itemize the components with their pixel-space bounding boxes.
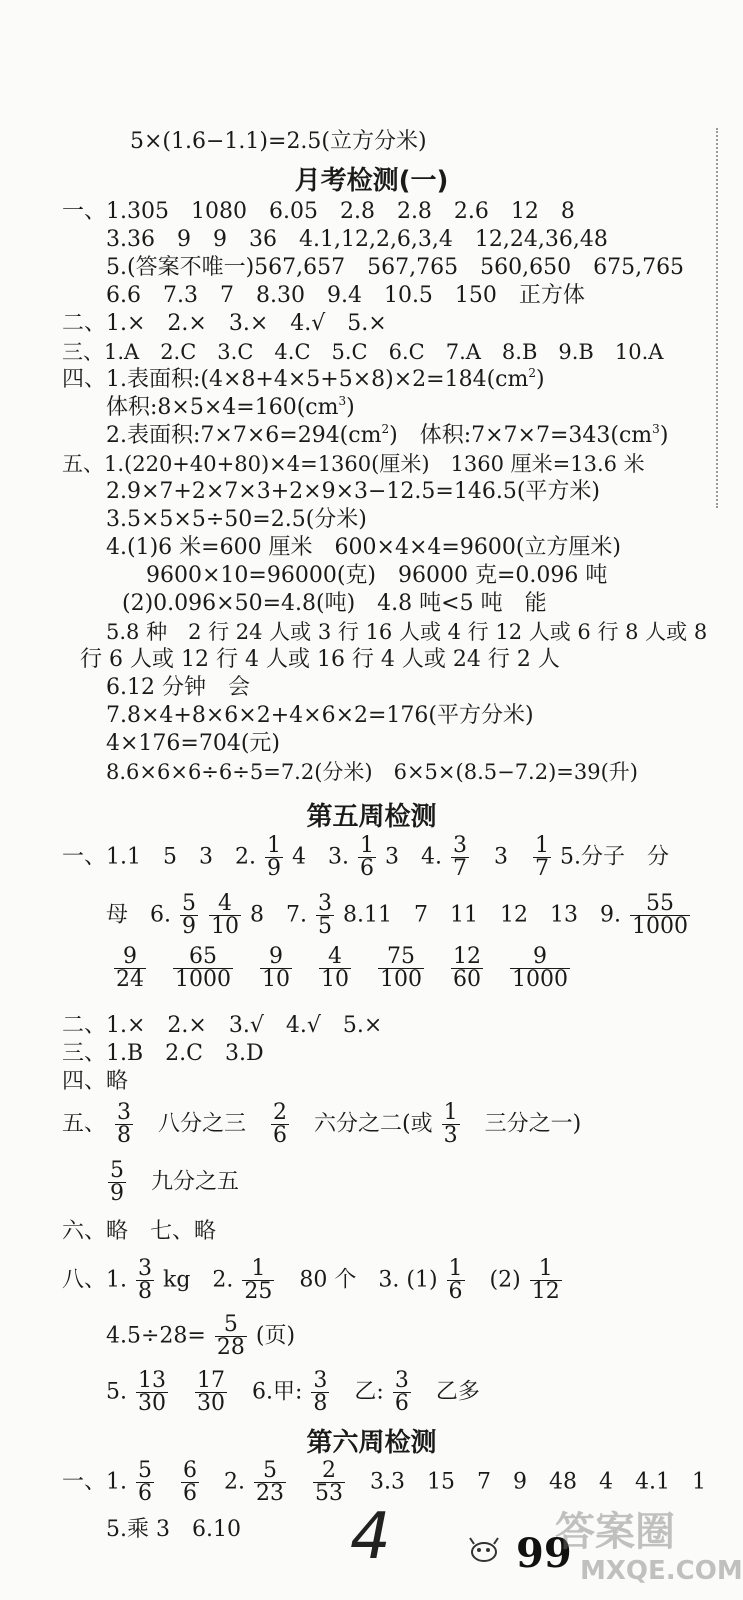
denominator: 10: [262, 967, 290, 992]
fraction: [195, 1370, 227, 1415]
fraction: [108, 1160, 126, 1205]
fraction: [313, 1460, 345, 1505]
answer-text: 2.: [224, 1469, 245, 1495]
fraction: [260, 946, 292, 991]
numerator: 2: [273, 1100, 288, 1125]
answer-text: 8.11 7 11 12 13 9.: [343, 902, 621, 928]
denominator: 6: [359, 856, 374, 881]
answer-line: (2)0.096×50=4.8(吨) 4.8 吨<5 吨 能: [122, 591, 547, 616]
answer-line: 六、略 七、略: [62, 1219, 217, 1244]
formula-text: 2.表面积:7×7×6=294(cm: [106, 423, 382, 448]
denominator: 5: [318, 914, 332, 939]
numerator: 1: [242, 1258, 274, 1281]
superscript: 2: [381, 422, 390, 436]
fraction: [451, 946, 483, 991]
answer-text: (2): [489, 1267, 521, 1293]
numerator: 1: [534, 833, 549, 858]
denominator: 1000: [512, 967, 568, 992]
answer-text: 5.: [106, 1379, 127, 1405]
answer-text: kg 2.: [163, 1267, 234, 1293]
fraction: [136, 1258, 154, 1303]
fraction: [451, 835, 469, 880]
answer-line: 4.(1)6 米=600 厘米 600×4×4=9600(立方厘米): [106, 535, 622, 560]
denominator: 1000: [631, 914, 688, 939]
answer-line: 7.8×4+8×6×2+4×6×2=176(平方分米): [106, 703, 534, 728]
numerator: 1: [448, 1256, 463, 1281]
answer-line: 5.(答案不唯一)567,657 567,765 560,650 675,765: [106, 255, 685, 280]
fraction: [173, 946, 233, 991]
fraction: [242, 1258, 274, 1303]
fraction: [510, 946, 570, 991]
answer-text: 4 3.: [291, 844, 349, 870]
numerator: 1: [359, 833, 374, 858]
formula-text: 体积:8×5×4=160(cm: [106, 395, 339, 420]
fraction: [393, 1370, 411, 1415]
denominator: 7: [452, 856, 467, 881]
close-paren: ): [535, 367, 545, 392]
denominator: 10: [211, 914, 239, 939]
numerator: 5: [182, 891, 196, 916]
answer-line: 行 6 人或 12 行 4 人或 16 行 4 人或 24 行 2 人: [80, 647, 560, 672]
denominator: 6: [183, 1481, 197, 1506]
fraction: [115, 1102, 133, 1147]
numerator: 5: [254, 1460, 286, 1483]
answer-row: [106, 1314, 295, 1359]
fraction: [254, 1460, 286, 1505]
answer-text: (页): [255, 1323, 296, 1349]
answer-line: 5.乘 3 6.10: [106, 1517, 241, 1542]
answer-line: 5.8 种 2 行 24 人或 3 行 16 人或 4 行 12 人或 6 行 8 人或 8: [106, 620, 708, 644]
answer-line: 一、1.305 1080 6.05 2.8 2.8 2.6 12 8: [62, 199, 575, 224]
numerator: 75: [378, 946, 424, 969]
answer-text: 九分之五: [151, 1169, 240, 1195]
denominator: 23: [256, 1481, 284, 1506]
answer-line: 4×176=704(元): [106, 731, 281, 756]
fraction: [271, 1102, 289, 1147]
numerator: 13: [138, 1368, 166, 1393]
answer-text: 乙:: [354, 1379, 384, 1405]
answer-text: 5.分子 分: [559, 844, 669, 870]
superscript: 3: [652, 422, 660, 436]
numerator: 9: [510, 946, 570, 969]
denominator: 60: [453, 967, 481, 992]
denominator: 1000: [175, 967, 231, 992]
numerator: 9: [114, 946, 146, 969]
denominator: 9: [266, 856, 281, 881]
denominator: 10: [321, 967, 349, 992]
answer-text: 乙多: [435, 1379, 480, 1405]
answer-row: [62, 835, 669, 880]
answer-line: 二、1.× 2.× 3.√ 4.√ 5.×: [62, 1013, 383, 1038]
fraction: [180, 893, 198, 938]
fraction: [530, 1258, 562, 1303]
fraction: [447, 1258, 465, 1303]
answer-row: [106, 1160, 239, 1205]
answer-line: [106, 394, 355, 422]
denominator: 28: [216, 1335, 245, 1360]
fraction: [265, 835, 283, 880]
denominator: 25: [244, 1279, 273, 1304]
denominator: 100: [380, 967, 422, 992]
answer-row: [106, 1370, 480, 1415]
fraction: [136, 1370, 168, 1415]
fraction: [215, 1314, 247, 1359]
answer-text: 五、: [62, 1111, 107, 1137]
answer-line: 2.9×7+2×7×3+2×9×3−12.5=146.5(平方米): [106, 479, 601, 504]
section-title-week6: 第六周检测: [306, 1428, 437, 1458]
numerator: 2: [313, 1460, 345, 1483]
answer-row: [62, 1258, 564, 1303]
answer-line: [106, 422, 668, 450]
denominator: 6: [138, 1481, 152, 1506]
denominator: 6: [273, 1123, 288, 1148]
fraction: [442, 1102, 460, 1147]
answer-line: 三、1.A 2.C 3.C 4.C 5.C 6.C 7.A 8.B 9.B 10.A: [62, 340, 664, 364]
close-paren: ): [346, 395, 355, 420]
section-title-week5: 第五周检测: [306, 802, 437, 832]
numerator: 5: [110, 1158, 124, 1183]
answer-text: 一、1.1 5 3 2.: [62, 844, 256, 870]
answer-row: [106, 893, 692, 938]
answer-text: 一、1.: [62, 1469, 127, 1495]
denominator: 53: [315, 1481, 343, 1506]
denominator: 9: [182, 914, 196, 939]
denominator: 8: [138, 1279, 152, 1304]
answer-row: [112, 946, 572, 991]
answer-text: 80 个 3. (1): [299, 1267, 438, 1293]
numerator: 1: [443, 1100, 458, 1125]
answer-line: 3.5×5×5÷50=2.5(分米): [106, 507, 367, 532]
formula-text: 体积:7×7×7=343(cm: [419, 423, 653, 448]
numerator: 3: [313, 1368, 328, 1393]
numerator: 5: [138, 1458, 152, 1483]
answer-line: 二、1.× 2.× 3.× 4.√ 5.×: [62, 311, 387, 336]
numerator: 4: [209, 893, 241, 916]
fraction: [358, 835, 376, 880]
answer-line: 五、1.(220+40+80)×4=1360(厘米) 1360 厘米=13.6 米: [62, 452, 645, 476]
numerator: 1: [530, 1258, 562, 1281]
answer-text: 3.3 15 7 9 48 4 4.1 1: [370, 1469, 706, 1495]
answer-text: 八、1.: [62, 1267, 127, 1293]
numerator: 3: [452, 833, 467, 858]
answer-line: 三、1.B 2.C 3.D: [62, 1041, 264, 1066]
numerator: 3: [318, 891, 332, 916]
denominator: 8: [117, 1123, 132, 1148]
answer-text: 4.5÷28=: [106, 1323, 206, 1349]
denominator: 9: [110, 1181, 124, 1206]
watermark-logo: 答案圈: [555, 1509, 675, 1555]
answer-line: 6.6 7.3 7 8.30 9.4 10.5 150 正方体: [106, 283, 585, 308]
numerator: 17: [197, 1368, 225, 1393]
fraction: [630, 893, 690, 938]
denominator: 6: [394, 1391, 409, 1416]
fraction: [209, 893, 241, 938]
formula-text: 四、1.表面积:(4×8+4×5+5×8)×2=184(cm: [62, 367, 529, 392]
denominator: 6: [448, 1279, 463, 1304]
numerator: 9: [260, 946, 292, 969]
numerator: 3: [138, 1256, 152, 1281]
mascot-icon: [466, 1536, 502, 1564]
answer-text: 8 7.: [250, 902, 307, 928]
superscript: 2: [528, 366, 536, 380]
answer-row: [62, 1460, 706, 1505]
fraction: [136, 1460, 154, 1505]
answer-line: [62, 366, 545, 394]
answer-line: 9600×10=96000(克) 96000 克=0.096 吨: [146, 563, 608, 588]
fraction: [533, 835, 551, 880]
carry-over-line: 5×(1.6−1.1)=2.5(立方分米): [130, 129, 427, 154]
answer-line: 四、略: [62, 1069, 129, 1094]
numerator: 12: [453, 944, 481, 969]
numerator: 3: [394, 1368, 409, 1393]
answer-text: 八分之三: [158, 1111, 247, 1137]
section-title-monthly-test: 月考检测(一): [294, 166, 449, 196]
denominator: 8: [313, 1391, 328, 1416]
fraction: [181, 1460, 199, 1505]
superscript: 3: [338, 394, 347, 408]
denominator: 7: [534, 856, 549, 881]
fraction: [316, 893, 334, 938]
fraction: [114, 946, 146, 991]
numerator: 1: [266, 833, 281, 858]
page-number: 99: [516, 1530, 572, 1577]
numerator: 3: [117, 1100, 132, 1125]
close-paren: ): [389, 423, 398, 448]
answer-line: 3.36 9 9 36 4.1,12,2,6,3,4 12,24,36,48: [106, 227, 608, 252]
numerator: 65: [173, 946, 233, 969]
close-paren: ): [659, 423, 669, 448]
denominator: 30: [138, 1391, 166, 1416]
denominator: 30: [197, 1391, 225, 1416]
answer-text: 母 6.: [106, 902, 171, 928]
answer-row: [62, 1102, 581, 1147]
denominator: 3: [443, 1123, 458, 1148]
denominator: 24: [116, 967, 144, 992]
numerator: 6: [183, 1458, 197, 1483]
answer-line: 8.6×6×6÷6÷5=7.2(分米) 6×5×(8.5−7.2)=39(升): [106, 760, 638, 784]
answer-line: 6.12 分钟 会: [106, 675, 250, 700]
fraction: [378, 946, 424, 991]
numerator: 55: [630, 893, 690, 916]
answer-text: 6.甲:: [252, 1379, 303, 1405]
answer-text: 3: [493, 844, 508, 870]
answer-text: 六分之二(或: [314, 1111, 433, 1137]
numerator: 5: [215, 1314, 247, 1337]
numerator: 4: [319, 946, 351, 969]
answer-text: 3 4.: [384, 844, 442, 870]
fraction: [311, 1370, 329, 1415]
denominator: 12: [531, 1279, 560, 1304]
answer-text: 三分之一): [484, 1111, 582, 1137]
watermark-url: MXQE.COM: [580, 1556, 743, 1586]
fraction: [319, 946, 351, 991]
handwritten-mark: 4: [350, 1500, 391, 1574]
